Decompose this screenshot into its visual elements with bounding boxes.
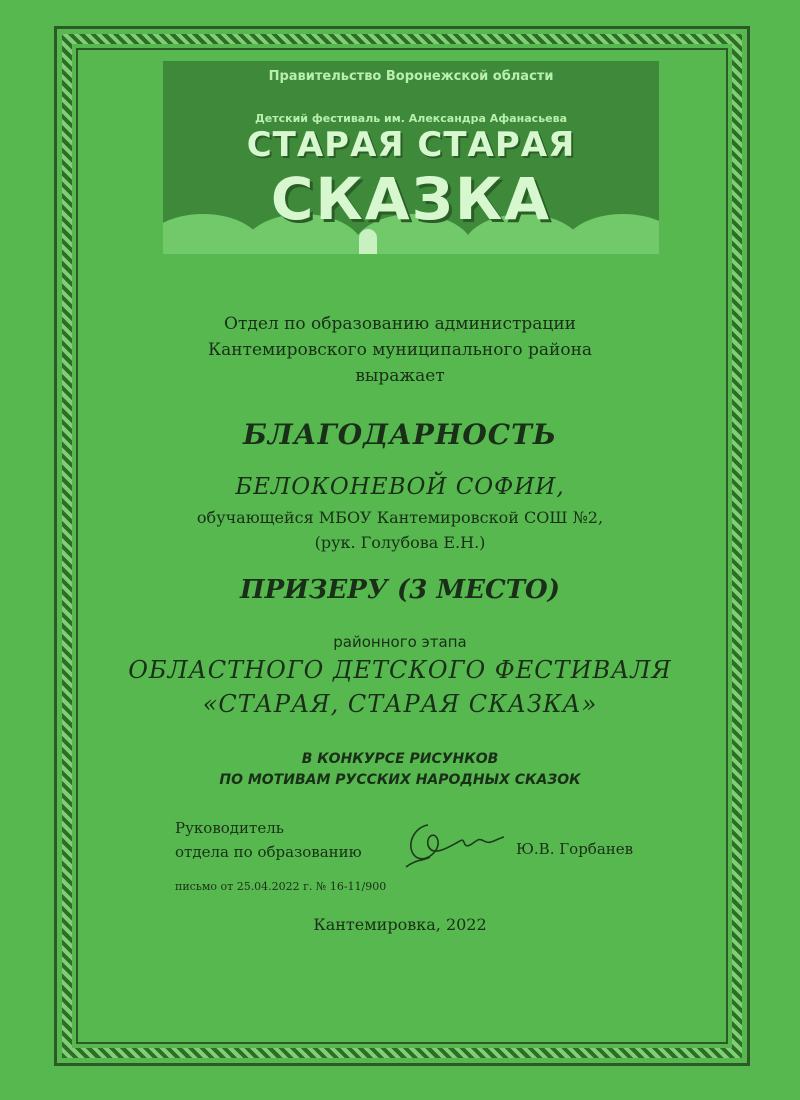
festival-banner (163, 61, 659, 254)
festival-line2: «СТАРАЯ, СТАРАЯ СКАЗКА» (202, 690, 598, 718)
banner-logo-line1: СТАРАЯ СТАРАЯ (246, 125, 576, 165)
issuer-line1: Отдел по образованию администрации (224, 314, 576, 334)
banner-logo-line2: СКАЗКА (270, 165, 552, 233)
issuer-line2: Кантемировского муниципального района (207, 340, 593, 360)
letter-reference: письмо от 25.04.2022 г. № 16-11/900 (175, 880, 387, 893)
contest-line1: В КОНКУРСЕ РИСУНКОВ (301, 751, 499, 767)
recipient-curator: (рук. Голубова Е.Н.) (314, 533, 486, 552)
banner-festival-name: Детский фестиваль им. Александра Афанасьева (254, 112, 568, 125)
certificate-title: БЛАГОДАРНОСТЬ (242, 418, 558, 451)
contest-line2: ПО МОТИВАМ РУССКИХ НАРОДНЫХ СКАЗОК (219, 772, 581, 788)
issuer-block (0, 311, 800, 389)
signer-role-line1: Руководитель (175, 819, 284, 837)
city-year: Кантемировка, 2022 (313, 915, 487, 934)
prize-place: ПРИЗЕРУ (3 МЕСТО) (240, 575, 560, 605)
signer-name: Ю.В. Горбанев (516, 840, 634, 858)
issuer-line3: выражает (355, 366, 445, 386)
stage-label: районного этапа (333, 633, 467, 651)
recipient-name: БЕЛОКОНЕВОЙ СОФИИ, (235, 474, 565, 500)
handwritten-signature (400, 815, 512, 871)
festival-line1: ОБЛАСТНОГО ДЕТСКОГО ФЕСТИВАЛЯ (128, 656, 672, 684)
signer-role (175, 816, 362, 864)
recipient-school: обучающейся МБОУ Кантемировской СОШ №2, (196, 508, 604, 527)
signer-role-line2: отдела по образованию (175, 843, 362, 861)
banner-government: Правительство Воронежской области (268, 69, 554, 84)
